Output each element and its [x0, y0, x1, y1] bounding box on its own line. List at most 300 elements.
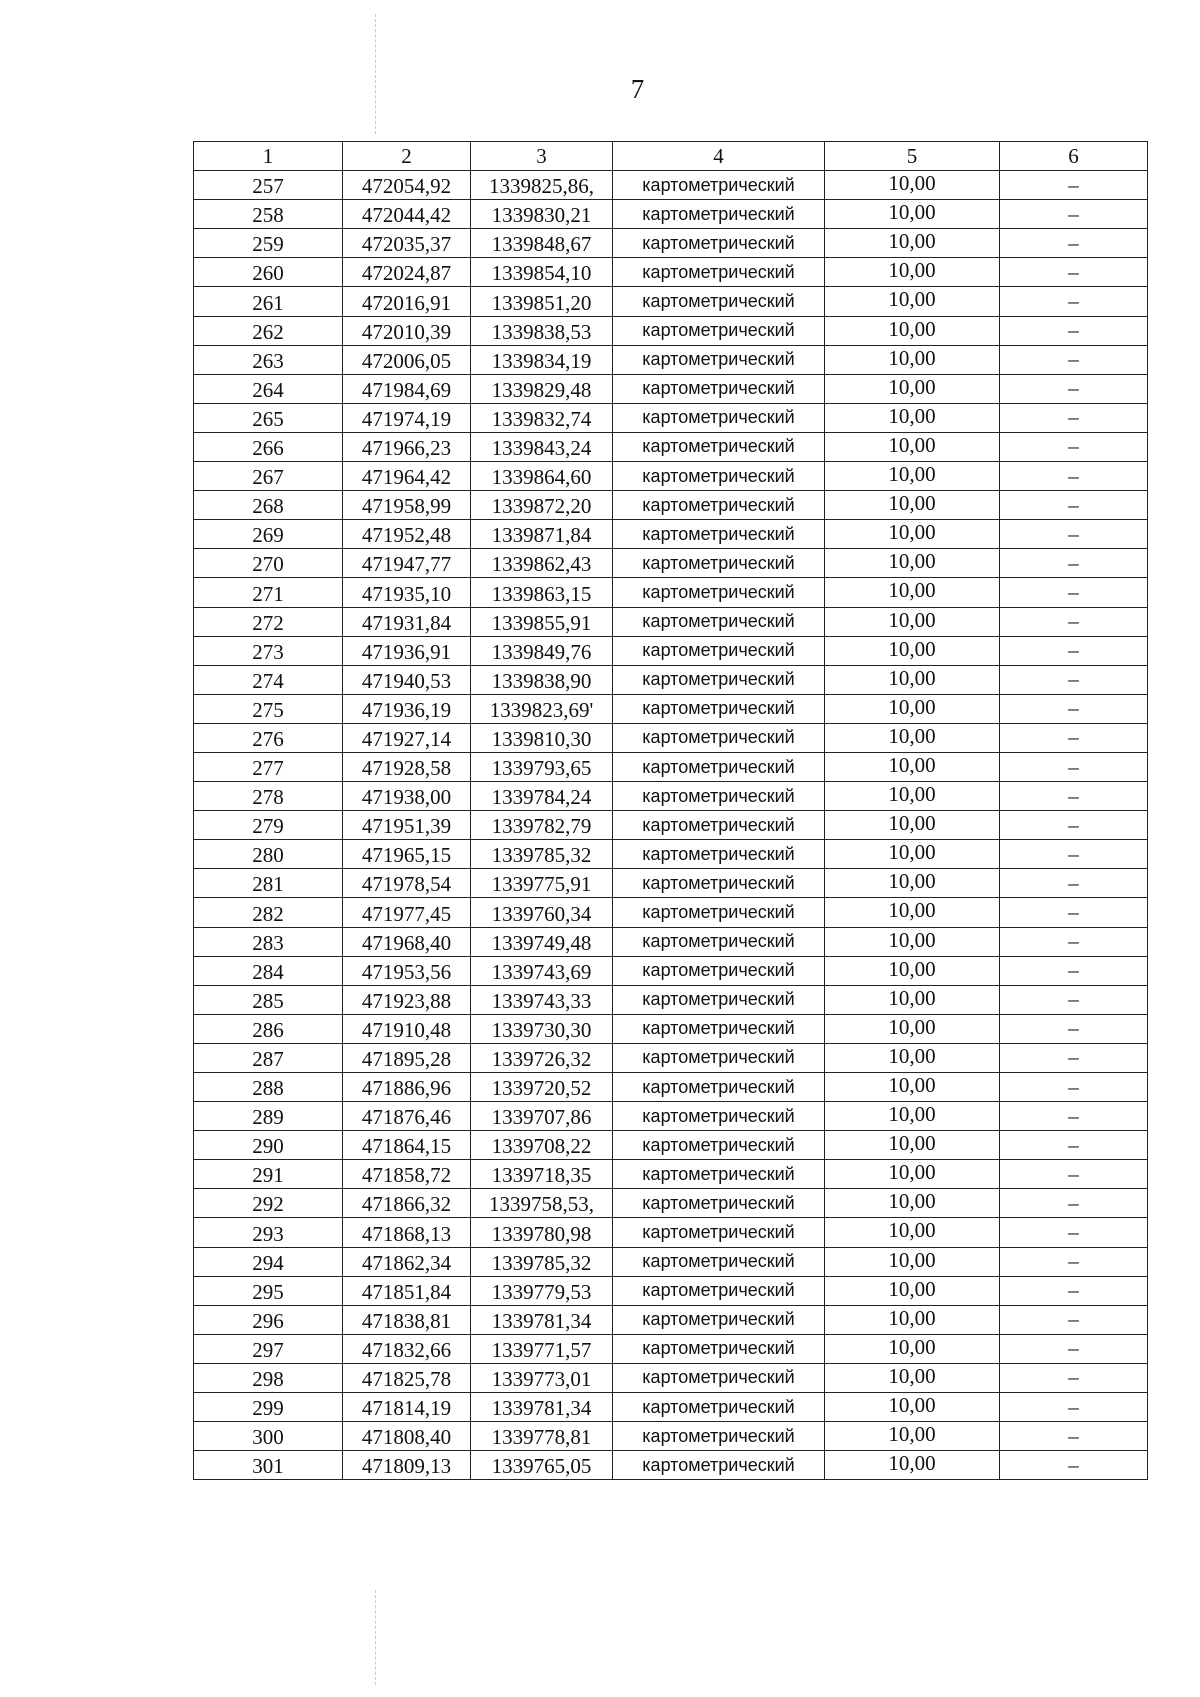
x-coordinate-cell: 472054,92	[343, 171, 471, 200]
accuracy-cell: 10,00	[825, 462, 1000, 491]
y-coordinate-cell: 1339775,91	[471, 869, 613, 898]
description-cell: –	[1000, 1014, 1148, 1043]
description-cell: –	[1000, 840, 1148, 869]
description-cell: –	[1000, 1422, 1148, 1451]
table-row	[194, 1102, 1148, 1131]
point-number-cell: 269	[194, 520, 343, 549]
table-row	[194, 1393, 1148, 1422]
method-cell: картометрический	[613, 1189, 825, 1218]
accuracy-cell: 10,00	[825, 636, 1000, 665]
method-cell: картометрический	[613, 374, 825, 403]
point-number-cell: 279	[194, 811, 343, 840]
x-coordinate-cell: 471968,40	[343, 927, 471, 956]
point-number-cell: 259	[194, 229, 343, 258]
accuracy-cell: 10,00	[825, 811, 1000, 840]
table-row	[194, 462, 1148, 491]
method-cell: картометрический	[613, 811, 825, 840]
y-coordinate-cell: 1339749,48	[471, 927, 613, 956]
table-row	[194, 1247, 1148, 1276]
column-header-accuracy: 5	[825, 142, 1000, 171]
description-cell: –	[1000, 1363, 1148, 1392]
accuracy-cell: 10,00	[825, 520, 1000, 549]
y-coordinate-cell: 1339855,91	[471, 607, 613, 636]
table-row	[194, 316, 1148, 345]
x-coordinate-cell: 471923,88	[343, 985, 471, 1014]
column-header-point-number: 1	[194, 142, 343, 171]
y-coordinate-cell: 1339810,30	[471, 723, 613, 752]
accuracy-cell: 10,00	[825, 1218, 1000, 1247]
y-coordinate-cell: 1339773,01	[471, 1363, 613, 1392]
accuracy-cell: 10,00	[825, 345, 1000, 374]
table-row	[194, 287, 1148, 316]
table-row	[194, 665, 1148, 694]
point-number-cell: 275	[194, 694, 343, 723]
point-number-cell: 290	[194, 1131, 343, 1160]
y-coordinate-cell: 1339779,53	[471, 1276, 613, 1305]
accuracy-cell: 10,00	[825, 1451, 1000, 1480]
accuracy-cell: 10,00	[825, 752, 1000, 781]
table-row	[194, 607, 1148, 636]
method-cell: картометрический	[613, 578, 825, 607]
point-number-cell: 278	[194, 782, 343, 811]
x-coordinate-cell: 472006,05	[343, 345, 471, 374]
x-coordinate-cell: 471951,39	[343, 811, 471, 840]
method-cell: картометрический	[613, 956, 825, 985]
description-cell: –	[1000, 1189, 1148, 1218]
accuracy-cell: 10,00	[825, 287, 1000, 316]
table-row	[194, 1451, 1148, 1480]
x-coordinate-cell: 471947,77	[343, 549, 471, 578]
point-number-cell: 263	[194, 345, 343, 374]
accuracy-cell: 10,00	[825, 229, 1000, 258]
x-coordinate-cell: 471809,13	[343, 1451, 471, 1480]
point-number-cell: 262	[194, 316, 343, 345]
x-coordinate-cell: 471958,99	[343, 491, 471, 520]
point-number-cell: 285	[194, 985, 343, 1014]
method-cell: картометрический	[613, 520, 825, 549]
y-coordinate-cell: 1339785,32	[471, 840, 613, 869]
description-cell: –	[1000, 1334, 1148, 1363]
point-number-cell: 300	[194, 1422, 343, 1451]
method-cell: картометрический	[613, 665, 825, 694]
y-coordinate-cell: 1339823,69'	[471, 694, 613, 723]
point-number-cell: 286	[194, 1014, 343, 1043]
description-cell: –	[1000, 985, 1148, 1014]
method-cell: картометрический	[613, 1043, 825, 1072]
y-coordinate-cell: 1339872,20	[471, 491, 613, 520]
table-row	[194, 1276, 1148, 1305]
x-coordinate-cell: 471936,19	[343, 694, 471, 723]
x-coordinate-cell: 471910,48	[343, 1014, 471, 1043]
x-coordinate-cell: 471974,19	[343, 403, 471, 432]
y-coordinate-cell: 1339720,52	[471, 1073, 613, 1102]
point-number-cell: 258	[194, 200, 343, 229]
x-coordinate-cell: 471964,42	[343, 462, 471, 491]
point-number-cell: 291	[194, 1160, 343, 1189]
description-cell: –	[1000, 694, 1148, 723]
table-row	[194, 840, 1148, 869]
accuracy-cell: 10,00	[825, 1043, 1000, 1072]
x-coordinate-cell: 471866,32	[343, 1189, 471, 1218]
table-row	[194, 345, 1148, 374]
x-coordinate-cell: 471928,58	[343, 752, 471, 781]
x-coordinate-cell: 471825,78	[343, 1363, 471, 1392]
accuracy-cell: 10,00	[825, 1305, 1000, 1334]
description-cell: –	[1000, 287, 1148, 316]
table-row	[194, 578, 1148, 607]
point-number-cell: 301	[194, 1451, 343, 1480]
point-number-cell: 274	[194, 665, 343, 694]
method-cell: картометрический	[613, 782, 825, 811]
description-cell: –	[1000, 1451, 1148, 1480]
table-row	[194, 811, 1148, 840]
table-row	[194, 956, 1148, 985]
method-cell: картометрический	[613, 840, 825, 869]
method-cell: картометрический	[613, 694, 825, 723]
table-body	[194, 171, 1148, 1480]
y-coordinate-cell: 1339771,57	[471, 1334, 613, 1363]
description-cell: –	[1000, 1160, 1148, 1189]
coordinates-table	[193, 141, 1148, 1480]
method-cell: картометрический	[613, 1393, 825, 1422]
point-number-cell: 257	[194, 171, 343, 200]
description-cell: –	[1000, 171, 1148, 200]
x-coordinate-cell: 472010,39	[343, 316, 471, 345]
description-cell: –	[1000, 345, 1148, 374]
table-row	[194, 1073, 1148, 1102]
description-cell: –	[1000, 229, 1148, 258]
method-cell: картометрический	[613, 898, 825, 927]
method-cell: картометрический	[613, 607, 825, 636]
point-number-cell: 265	[194, 403, 343, 432]
point-number-cell: 268	[194, 491, 343, 520]
point-number-cell: 289	[194, 1102, 343, 1131]
table-row	[194, 869, 1148, 898]
method-cell: картометрический	[613, 985, 825, 1014]
y-coordinate-cell: 1339829,48	[471, 374, 613, 403]
y-coordinate-cell: 1339849,76	[471, 636, 613, 665]
y-coordinate-cell: 1339782,79	[471, 811, 613, 840]
description-cell: –	[1000, 200, 1148, 229]
x-coordinate-cell: 471886,96	[343, 1073, 471, 1102]
point-number-cell: 299	[194, 1393, 343, 1422]
table-row	[194, 403, 1148, 432]
x-coordinate-cell: 471936,91	[343, 636, 471, 665]
table-row	[194, 520, 1148, 549]
point-number-cell: 261	[194, 287, 343, 316]
description-cell: –	[1000, 1043, 1148, 1072]
y-coordinate-cell: 1339838,90	[471, 665, 613, 694]
x-coordinate-cell: 471935,10	[343, 578, 471, 607]
accuracy-cell: 10,00	[825, 549, 1000, 578]
method-cell: картометрический	[613, 1247, 825, 1276]
x-coordinate-cell: 471876,46	[343, 1102, 471, 1131]
x-coordinate-cell: 471978,54	[343, 869, 471, 898]
table-row	[194, 1131, 1148, 1160]
table-row	[194, 1363, 1148, 1392]
description-cell: –	[1000, 1276, 1148, 1305]
description-cell: –	[1000, 782, 1148, 811]
y-coordinate-cell: 1339760,34	[471, 898, 613, 927]
method-cell: картометрический	[613, 1073, 825, 1102]
method-cell: картометрический	[613, 927, 825, 956]
method-cell: картометрический	[613, 636, 825, 665]
accuracy-cell: 10,00	[825, 956, 1000, 985]
method-cell: картометрический	[613, 1422, 825, 1451]
y-coordinate-cell: 1339871,84	[471, 520, 613, 549]
description-cell: –	[1000, 723, 1148, 752]
x-coordinate-cell: 471984,69	[343, 374, 471, 403]
x-coordinate-cell: 471832,66	[343, 1334, 471, 1363]
description-cell: –	[1000, 1247, 1148, 1276]
y-coordinate-cell: 1339834,19	[471, 345, 613, 374]
table-row	[194, 200, 1148, 229]
y-coordinate-cell: 1339718,35	[471, 1160, 613, 1189]
column-header-y-coordinate: 3	[471, 142, 613, 171]
accuracy-cell: 10,00	[825, 432, 1000, 461]
point-number-cell: 288	[194, 1073, 343, 1102]
y-coordinate-cell: 1339854,10	[471, 258, 613, 287]
table-row	[194, 1043, 1148, 1072]
description-cell: –	[1000, 316, 1148, 345]
table-row	[194, 374, 1148, 403]
method-cell: картометрический	[613, 287, 825, 316]
table-row	[194, 1334, 1148, 1363]
description-cell: –	[1000, 665, 1148, 694]
method-cell: картометрический	[613, 723, 825, 752]
description-cell: –	[1000, 432, 1148, 461]
method-cell: картометрический	[613, 200, 825, 229]
x-coordinate-cell: 471927,14	[343, 723, 471, 752]
x-coordinate-cell: 471965,15	[343, 840, 471, 869]
column-header-x-coordinate: 2	[343, 142, 471, 171]
table-row	[194, 1014, 1148, 1043]
y-coordinate-cell: 1339743,33	[471, 985, 613, 1014]
accuracy-cell: 10,00	[825, 1247, 1000, 1276]
fold-line-bottom	[375, 1590, 376, 1685]
description-cell: –	[1000, 1073, 1148, 1102]
point-number-cell: 284	[194, 956, 343, 985]
table-row	[194, 1160, 1148, 1189]
x-coordinate-cell: 471952,48	[343, 520, 471, 549]
column-header-method: 4	[613, 142, 825, 171]
description-cell: –	[1000, 1218, 1148, 1247]
method-cell: картометрический	[613, 345, 825, 374]
accuracy-cell: 10,00	[825, 1276, 1000, 1305]
description-cell: –	[1000, 549, 1148, 578]
accuracy-cell: 10,00	[825, 1189, 1000, 1218]
y-coordinate-cell: 1339707,86	[471, 1102, 613, 1131]
table-row	[194, 985, 1148, 1014]
y-coordinate-cell: 1339838,53	[471, 316, 613, 345]
y-coordinate-cell: 1339785,32	[471, 1247, 613, 1276]
description-cell: –	[1000, 1102, 1148, 1131]
method-cell: картометрический	[613, 1334, 825, 1363]
x-coordinate-cell: 471938,00	[343, 782, 471, 811]
method-cell: картометрический	[613, 1363, 825, 1392]
accuracy-cell: 10,00	[825, 1363, 1000, 1392]
accuracy-cell: 10,00	[825, 1334, 1000, 1363]
method-cell: картометрический	[613, 432, 825, 461]
description-cell: –	[1000, 636, 1148, 665]
point-number-cell: 266	[194, 432, 343, 461]
point-number-cell: 293	[194, 1218, 343, 1247]
point-number-cell: 271	[194, 578, 343, 607]
accuracy-cell: 10,00	[825, 782, 1000, 811]
table-row	[194, 229, 1148, 258]
x-coordinate-cell: 471895,28	[343, 1043, 471, 1072]
point-number-cell: 264	[194, 374, 343, 403]
y-coordinate-cell: 1339765,05	[471, 1451, 613, 1480]
point-number-cell: 273	[194, 636, 343, 665]
y-coordinate-cell: 1339730,30	[471, 1014, 613, 1043]
point-number-cell: 295	[194, 1276, 343, 1305]
point-number-cell: 260	[194, 258, 343, 287]
x-coordinate-cell: 471940,53	[343, 665, 471, 694]
accuracy-cell: 10,00	[825, 374, 1000, 403]
table-row	[194, 1422, 1148, 1451]
y-coordinate-cell: 1339848,67	[471, 229, 613, 258]
x-coordinate-cell: 471931,84	[343, 607, 471, 636]
method-cell: картометрический	[613, 1102, 825, 1131]
point-number-cell: 280	[194, 840, 343, 869]
table-row	[194, 752, 1148, 781]
description-cell: –	[1000, 1305, 1148, 1334]
accuracy-cell: 10,00	[825, 694, 1000, 723]
description-cell: –	[1000, 898, 1148, 927]
point-number-cell: 282	[194, 898, 343, 927]
description-cell: –	[1000, 811, 1148, 840]
accuracy-cell: 10,00	[825, 578, 1000, 607]
accuracy-cell: 10,00	[825, 1422, 1000, 1451]
method-cell: картометрический	[613, 171, 825, 200]
method-cell: картометрический	[613, 258, 825, 287]
method-cell: картометрический	[613, 869, 825, 898]
x-coordinate-cell: 471858,72	[343, 1160, 471, 1189]
x-coordinate-cell: 472024,87	[343, 258, 471, 287]
y-coordinate-cell: 1339726,32	[471, 1043, 613, 1072]
x-coordinate-cell: 471851,84	[343, 1276, 471, 1305]
table-row	[194, 782, 1148, 811]
accuracy-cell: 10,00	[825, 258, 1000, 287]
y-coordinate-cell: 1339843,24	[471, 432, 613, 461]
description-cell: –	[1000, 1131, 1148, 1160]
y-coordinate-cell: 1339825,86,	[471, 171, 613, 200]
accuracy-cell: 10,00	[825, 927, 1000, 956]
x-coordinate-cell: 471966,23	[343, 432, 471, 461]
accuracy-cell: 10,00	[825, 1131, 1000, 1160]
accuracy-cell: 10,00	[825, 1014, 1000, 1043]
method-cell: картометрический	[613, 1451, 825, 1480]
table-row	[194, 258, 1148, 287]
x-coordinate-cell: 471808,40	[343, 1422, 471, 1451]
description-cell: –	[1000, 752, 1148, 781]
table-row	[194, 636, 1148, 665]
x-coordinate-cell: 471838,81	[343, 1305, 471, 1334]
point-number-cell: 287	[194, 1043, 343, 1072]
description-cell: –	[1000, 462, 1148, 491]
description-cell: –	[1000, 520, 1148, 549]
accuracy-cell: 10,00	[825, 1073, 1000, 1102]
accuracy-cell: 10,00	[825, 171, 1000, 200]
x-coordinate-cell: 471814,19	[343, 1393, 471, 1422]
y-coordinate-cell: 1339780,98	[471, 1218, 613, 1247]
accuracy-cell: 10,00	[825, 869, 1000, 898]
point-number-cell: 277	[194, 752, 343, 781]
x-coordinate-cell: 471868,13	[343, 1218, 471, 1247]
table-row	[194, 927, 1148, 956]
y-coordinate-cell: 1339781,34	[471, 1305, 613, 1334]
description-cell: –	[1000, 374, 1148, 403]
method-cell: картометрический	[613, 1305, 825, 1334]
accuracy-cell: 10,00	[825, 316, 1000, 345]
x-coordinate-cell: 471864,15	[343, 1131, 471, 1160]
method-cell: картометрический	[613, 491, 825, 520]
x-coordinate-cell: 471862,34	[343, 1247, 471, 1276]
point-number-cell: 292	[194, 1189, 343, 1218]
table-row	[194, 1189, 1148, 1218]
accuracy-cell: 10,00	[825, 607, 1000, 636]
method-cell: картометрический	[613, 1218, 825, 1247]
description-cell: –	[1000, 258, 1148, 287]
description-cell: –	[1000, 578, 1148, 607]
y-coordinate-cell: 1339743,69	[471, 956, 613, 985]
point-number-cell: 267	[194, 462, 343, 491]
point-number-cell: 298	[194, 1363, 343, 1392]
accuracy-cell: 10,00	[825, 491, 1000, 520]
accuracy-cell: 10,00	[825, 200, 1000, 229]
table-row	[194, 1218, 1148, 1247]
point-number-cell: 297	[194, 1334, 343, 1363]
y-coordinate-cell: 1339832,74	[471, 403, 613, 432]
accuracy-cell: 10,00	[825, 1102, 1000, 1131]
method-cell: картометрический	[613, 549, 825, 578]
method-cell: картометрический	[613, 462, 825, 491]
point-number-cell: 294	[194, 1247, 343, 1276]
y-coordinate-cell: 1339830,21	[471, 200, 613, 229]
y-coordinate-cell: 1339793,65	[471, 752, 613, 781]
accuracy-cell: 10,00	[825, 665, 1000, 694]
method-cell: картометрический	[613, 752, 825, 781]
method-cell: картометрический	[613, 316, 825, 345]
x-coordinate-cell: 472035,37	[343, 229, 471, 258]
x-coordinate-cell: 472044,42	[343, 200, 471, 229]
accuracy-cell: 10,00	[825, 723, 1000, 752]
point-number-cell: 281	[194, 869, 343, 898]
x-coordinate-cell: 471953,56	[343, 956, 471, 985]
point-number-cell: 296	[194, 1305, 343, 1334]
y-coordinate-cell: 1339851,20	[471, 287, 613, 316]
table-row	[194, 491, 1148, 520]
y-coordinate-cell: 1339781,34	[471, 1393, 613, 1422]
description-cell: –	[1000, 1393, 1148, 1422]
description-cell: –	[1000, 403, 1148, 432]
y-coordinate-cell: 1339758,53,	[471, 1189, 613, 1218]
table-row	[194, 549, 1148, 578]
y-coordinate-cell: 1339862,43	[471, 549, 613, 578]
accuracy-cell: 10,00	[825, 985, 1000, 1014]
description-cell: –	[1000, 607, 1148, 636]
table-row	[194, 723, 1148, 752]
method-cell: картометрический	[613, 1131, 825, 1160]
accuracy-cell: 10,00	[825, 840, 1000, 869]
point-number-cell: 276	[194, 723, 343, 752]
page-number: 7	[630, 74, 645, 104]
method-cell: картометрический	[613, 403, 825, 432]
method-cell: картометрический	[613, 229, 825, 258]
y-coordinate-cell: 1339784,24	[471, 782, 613, 811]
table-row	[194, 171, 1148, 200]
